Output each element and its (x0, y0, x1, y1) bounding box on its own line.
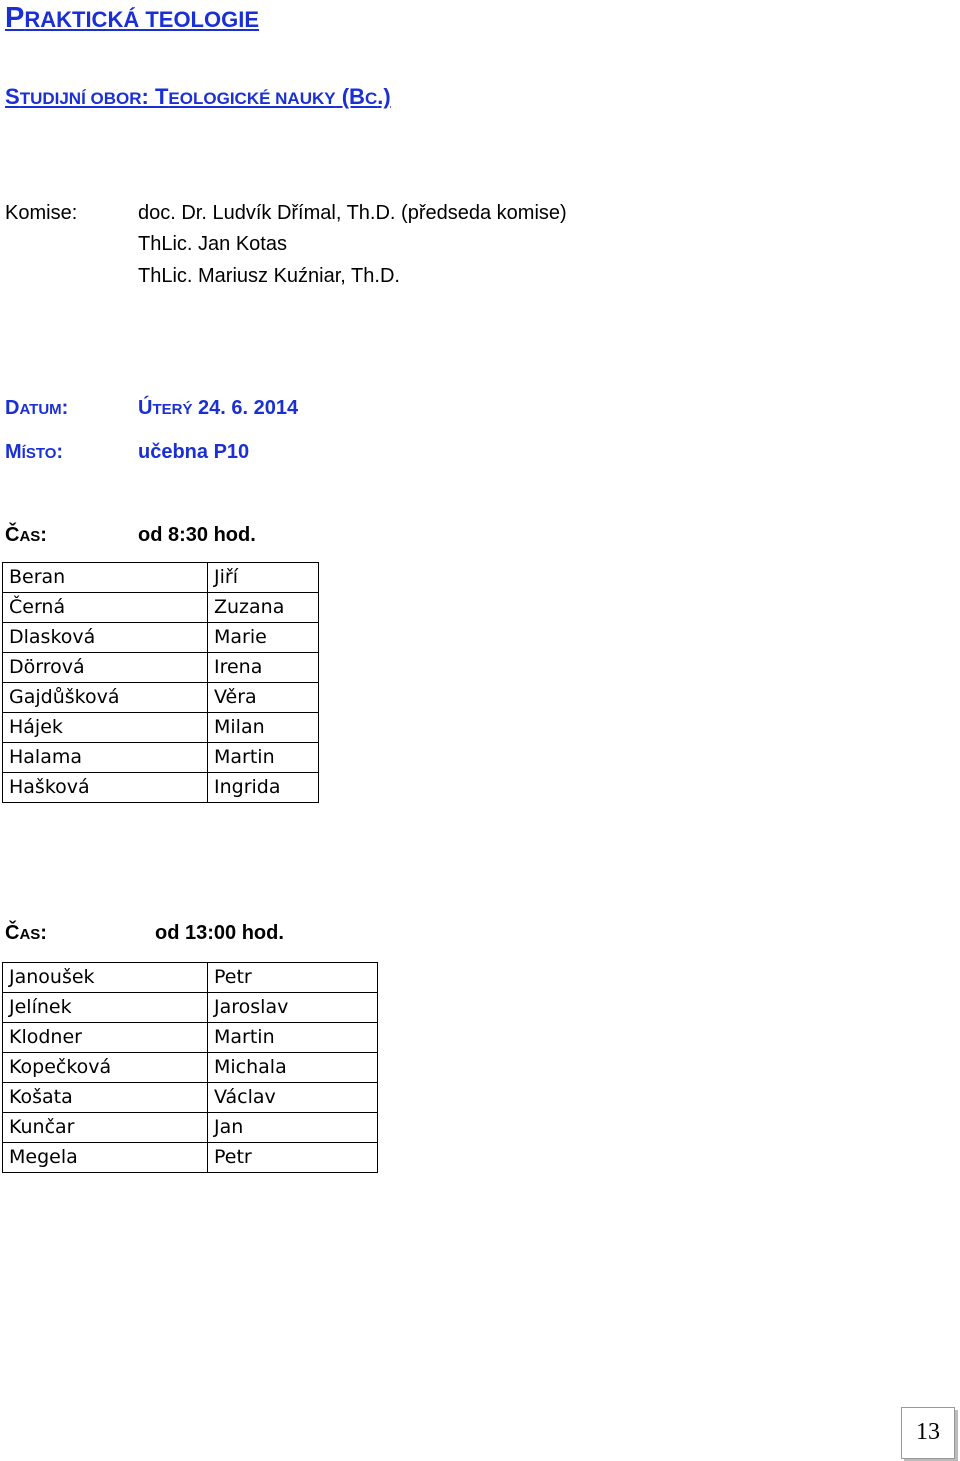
firstname-cell: Jiří (208, 563, 319, 593)
table-row (3, 1023, 378, 1053)
table-row (3, 563, 319, 593)
datum-label-colon: : (61, 397, 69, 419)
time-label-rest: AS (19, 528, 41, 545)
surname-cell: Hašková (3, 773, 208, 803)
time-label-rest: AS (19, 926, 41, 943)
surname-cell: Megela (3, 1143, 208, 1173)
time-label-colon: : (40, 524, 47, 546)
session2-table (2, 962, 378, 1173)
firstname-cell: Jaroslav (208, 993, 378, 1023)
surname-cell: Jelínek (3, 993, 208, 1023)
table-row (3, 1143, 378, 1173)
subtitle-part: (B (335, 84, 365, 109)
firstname-cell: Irena (208, 653, 319, 683)
misto-label-initial: M (5, 441, 22, 463)
time-label-initial: Č (5, 524, 20, 546)
surname-cell: Halama (3, 743, 208, 773)
firstname-cell: Věra (208, 683, 319, 713)
misto-label (5, 441, 63, 464)
title-initial: P (5, 2, 25, 34)
firstname-cell: Jan (208, 1113, 378, 1143)
komise-member: ThLic. Jan Kotas (138, 233, 287, 255)
title-rest: RAKTICKÁ TEOLOGIE (24, 7, 260, 32)
misto-label-rest: ÍSTO (21, 445, 57, 462)
surname-cell: Kunčar (3, 1113, 208, 1143)
table-row (3, 623, 319, 653)
subtitle-part: : T (141, 84, 169, 109)
table-row (3, 713, 319, 743)
surname-cell: Gajdůšková (3, 683, 208, 713)
surname-cell: Košata (3, 1083, 208, 1113)
table-row (3, 1113, 378, 1143)
page-title (5, 2, 259, 35)
session1-time: od 8:30 hod. (138, 524, 256, 546)
session1-table (2, 562, 319, 803)
surname-cell: Janoušek (3, 963, 208, 993)
komise-member: doc. Dr. Ludvík Dřímal, Th.D. (předseda komise) (138, 202, 567, 224)
surname-cell: Klodner (3, 1023, 208, 1053)
firstname-cell: Petr (208, 1143, 378, 1173)
table-row (3, 683, 319, 713)
page-number: 13 (901, 1407, 955, 1459)
datum-label (5, 397, 68, 420)
datum-value-initial: Ú (138, 397, 153, 419)
subtitle-part: .) (377, 84, 391, 109)
subtitle-part: S (5, 84, 20, 109)
study-program-heading (5, 84, 391, 110)
firstname-cell: Ingrida (208, 773, 319, 803)
firstname-cell: Petr (208, 963, 378, 993)
datum-label-rest: ATUM (19, 401, 62, 418)
table-row (3, 993, 378, 1023)
datum-label-initial: D (5, 397, 20, 419)
surname-cell: Hájek (3, 713, 208, 743)
surname-cell: Černá (3, 593, 208, 623)
firstname-cell: Michala (208, 1053, 378, 1083)
subtitle-part: EOLOGICKÉ NAUKY (168, 89, 336, 108)
datum-value-rest: TERÝ (152, 401, 193, 418)
table-row (3, 773, 319, 803)
surname-cell: Kopečková (3, 1053, 208, 1083)
table-row (3, 1053, 378, 1083)
komise-label: Komise: (5, 202, 78, 224)
surname-cell: Dörrová (3, 653, 208, 683)
misto-label-colon: : (56, 441, 64, 463)
table-row (3, 743, 319, 773)
datum-value (138, 397, 298, 420)
table-row (3, 1083, 378, 1113)
time-label-colon: : (40, 922, 47, 944)
firstname-cell: Martin (208, 1023, 378, 1053)
subtitle-part: TUDIJNÍ OBOR (19, 89, 142, 108)
session2-time: od 13:00 hod. (155, 922, 284, 944)
surname-cell: Dlasková (3, 623, 208, 653)
firstname-cell: Zuzana (208, 593, 319, 623)
table-row (3, 963, 378, 993)
datum-value-date: 24. 6. 2014 (192, 397, 299, 419)
firstname-cell: Martin (208, 743, 319, 773)
session2-time-label (5, 922, 47, 945)
subtitle-part: C (364, 89, 378, 108)
komise-member: ThLic. Mariusz Kuźniar, Th.D. (138, 265, 400, 287)
time-label-initial: Č (5, 922, 20, 944)
firstname-cell: Milan (208, 713, 319, 743)
firstname-cell: Marie (208, 623, 319, 653)
session1-time-label (5, 524, 47, 547)
firstname-cell: Václav (208, 1083, 378, 1113)
misto-value: učebna P10 (138, 441, 250, 463)
table-row (3, 653, 319, 683)
table-row (3, 593, 319, 623)
surname-cell: Beran (3, 563, 208, 593)
